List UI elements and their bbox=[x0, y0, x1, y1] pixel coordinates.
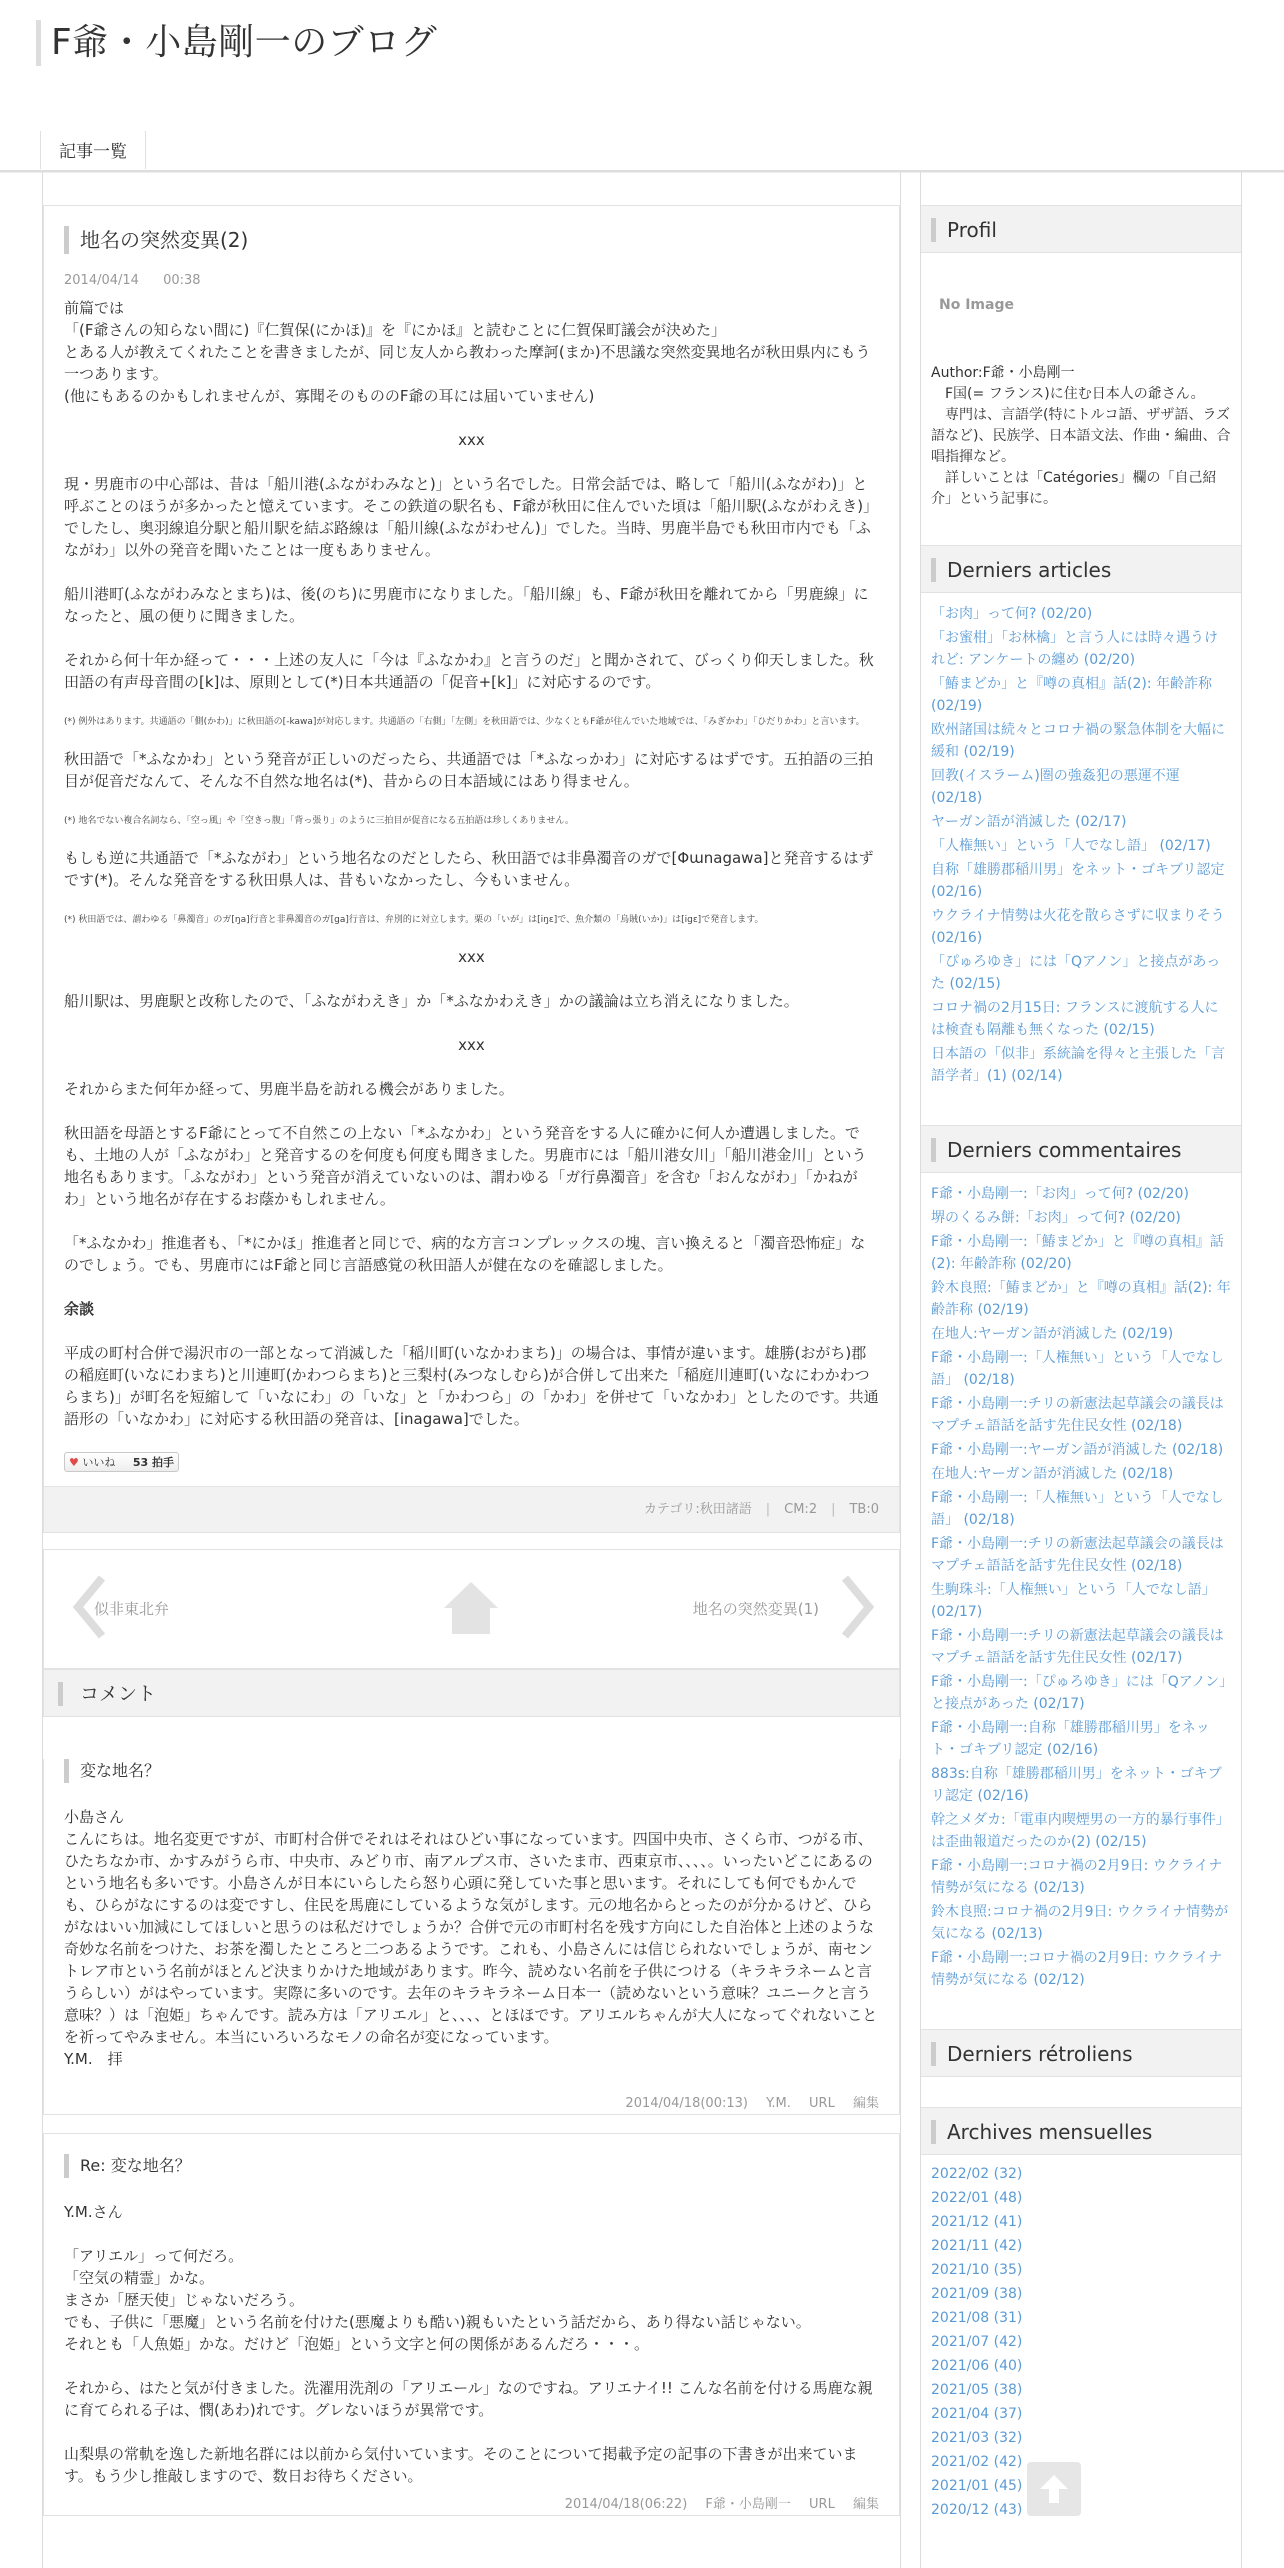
next-article-link[interactable]: 地名の突然変異(1) bbox=[692, 1600, 819, 1618]
recent-comments-block bbox=[921, 1125, 1241, 2003]
archive-month-link[interactable]: 2021/08 (31) bbox=[931, 2310, 1023, 2326]
recent-trackbacks-block bbox=[921, 2029, 1241, 2077]
comment bbox=[43, 1759, 900, 2115]
like-label: いいね bbox=[82, 1456, 116, 1469]
recent-comment-link[interactable]: F爺・小島剛一:チリの新憲法起草議会の議長はマプチェ語話を話す先住民女性 (02/18) bbox=[931, 1396, 1224, 1434]
recent-comment-link[interactable]: F爺・小島剛一:自称「雄勝郡稲川男」をネット・ゴキブリ認定 (02/16) bbox=[931, 1720, 1210, 1758]
archive-month-link[interactable]: 2021/12 (41) bbox=[931, 2214, 1023, 2230]
recent-article-link[interactable]: ヤーガン語が消滅した (02/17) bbox=[931, 814, 1127, 830]
recent-article-link[interactable]: 「ぴゅろゆき」には「Qアノン」と接点があった (02/15) bbox=[931, 954, 1221, 992]
recent-comment-link[interactable]: 鈴木良照:コロナ禍の2月9日: ウクライナ情勢が気になる (02/13) bbox=[931, 1904, 1229, 1942]
recent-comment-link[interactable]: F爺・小島剛一:チリの新憲法起草議会の議長はマプチェ語話を話す先住民女性 (02/18) bbox=[931, 1536, 1224, 1574]
recent-comment-link[interactable]: 883s:自称「雄勝郡稲川男」をネット・ゴキブリ認定 (02/16) bbox=[931, 1766, 1222, 1804]
recent-articles-header: Derniers articles bbox=[921, 545, 1241, 593]
nav-tab-article-list[interactable]: 記事一覧 bbox=[40, 131, 146, 169]
archive-month-link[interactable]: 2021/03 (32) bbox=[931, 2430, 1023, 2446]
archive-month-link[interactable]: 2021/10 (35) bbox=[931, 2262, 1023, 2278]
top-nav bbox=[40, 131, 1240, 169]
archive-month-link[interactable]: 2021/04 (37) bbox=[931, 2406, 1023, 2422]
comment-author: Y.M. bbox=[766, 2096, 791, 2111]
article-pager bbox=[43, 1549, 900, 1669]
archive-month-link[interactable]: 2022/01 (48) bbox=[931, 2190, 1023, 2206]
profile-block bbox=[921, 205, 1241, 519]
article-paragraph: それから何十年か経って・・・上述の友人に「今は『ふなかわ』と言うのだ」と聞かされて、びっくり仰天しました。秋田語の有声母音間の[k]は、原則として(*)日本共通語の「促音+[k]」に対応するのです。 bbox=[64, 651, 874, 691]
recent-article-link[interactable]: 欧州諸国は続々とコロナ禍の緊急体制を大幅に緩和 (02/19) bbox=[931, 722, 1225, 760]
comment-edit-link[interactable]: 編集 bbox=[852, 2096, 879, 2111]
article-category-link[interactable]: カテゴリ:秋田諸語 bbox=[643, 1502, 752, 1517]
article-paragraph: それからまた何年か経って、男鹿半島を訪れる機会がありました。 bbox=[64, 1080, 514, 1098]
article-footer: カテゴリ:秋田諸語 | CM:2 | TB:0 bbox=[44, 1486, 899, 1532]
archive-month-link[interactable]: 2021/05 (38) bbox=[931, 2382, 1023, 2398]
recent-comment-link[interactable]: F爺・小島剛一:チリの新憲法起草議会の議長はマプチェ語話を話す先住民女性 (02/17) bbox=[931, 1628, 1224, 1666]
comment-title: 変な地名？ bbox=[64, 1759, 879, 1783]
recent-comment-link[interactable]: 幹之メダカ:「電車内喫煙男の一方的暴行事件」は歪曲報道だったのか(2) (02/15) bbox=[931, 1812, 1230, 1850]
recent-comment-link[interactable]: F爺・小島剛一:「人権無い」という「人でなし語」 (02/18) bbox=[931, 1350, 1224, 1388]
article-paragraph: 前篇では 「(F爺さんの知らない間に)『仁賀保(にかほ)』を『にかほ』と読むことに仁賀保町議会が決めた」 とある人が教えてくれたことを書きましたが、同じ友人から教わった摩訶(まか)不思議な突然変異地名が秋田県内にもう一つあります。 (他にもあるのかもしれませんが、寡聞そのもののF爺の耳には届いていません) bbox=[64, 299, 871, 405]
comment-reply bbox=[43, 2133, 900, 2516]
heart-icon: ♥ bbox=[69, 1456, 79, 1469]
recent-article-link[interactable]: 回教(イスラーム)圏の強姦犯の悪運不運 (02/18) bbox=[931, 768, 1180, 806]
recent-article-link[interactable]: ウクライナ情勢は火花を散らさずに収まりそう (02/16) bbox=[931, 908, 1225, 946]
profile-text: Author:F爺・小島剛一 F国(= フランス)に住む日本人の爺さん。 専門は、言語学(特にトルコ語、ザザ語、ラズ語など)、民族学、日本語文法、作曲・編曲、合唱指揮など。 詳しいことは「Catégories」欄の「自己紹介」という記事に。 bbox=[931, 365, 1231, 507]
comment-url-link[interactable]: URL bbox=[809, 2497, 835, 2512]
comment-paragraph: 山梨県の常軌を逸した新地名群には以前から気付いています。そのことについて掲載予定の記事の下書きが出来ています。もう少し推敲しますので、数日お待ちください。 bbox=[64, 2445, 858, 2485]
nav-divider bbox=[0, 170, 1284, 173]
recent-comment-link[interactable]: 生駒珠斗:「人権無い」という「人でなし語」 (02/17) bbox=[931, 1582, 1216, 1620]
recent-comment-link[interactable]: F爺・小島剛一:ヤーガン語が消滅した (02/18) bbox=[931, 1442, 1224, 1458]
recent-comment-link[interactable]: 在地人:ヤーガン語が消滅した (02/18) bbox=[931, 1466, 1174, 1482]
archives-block bbox=[921, 2107, 1241, 2533]
comment-paragraph: 「アリエル」って何だろ。 「空気の精霊」かな。 まさか「歴天使」じゃないだろう。 でも、子供に「悪魔」という名前を付けた(悪魔よりも酷い)親もいたという話だから、あり得ない話じゃない。 それとも「人魚姫」かな。だけど「泡姫」という文字と何の関係があるんだろ・・・。 bbox=[64, 2247, 811, 2353]
prev-article-link[interactable]: 似非東北弁 bbox=[94, 1600, 170, 1618]
comment-body bbox=[64, 1806, 879, 2070]
article-date-day: 2014/04/14 bbox=[64, 273, 139, 288]
article-paragraph: 船川駅は、男鹿駅と改称したので、「ふながわえき」か「*ふなかわえき」かの議論は立ち消えになりました。 bbox=[64, 992, 799, 1010]
comment-footer bbox=[64, 2092, 879, 2114]
recent-comments-header: Derniers commentaires bbox=[921, 1125, 1241, 1173]
comment-date: 2014/04/18(06:22) bbox=[564, 2497, 688, 2512]
recent-article-link[interactable]: 「お蜜柑」「お林檎」と言う人には時々遇うけれど: アンケートの纏め (02/20) bbox=[931, 630, 1218, 668]
archive-month-link[interactable]: 2022/02 (32) bbox=[931, 2166, 1023, 2182]
comment-edit-link[interactable]: 編集 bbox=[852, 2497, 879, 2512]
main-column bbox=[43, 205, 900, 2516]
article-paragraph: xxx bbox=[458, 948, 485, 966]
recent-trackbacks-header: Derniers rétroliens bbox=[921, 2029, 1241, 2077]
comment-date: 2014/04/18(00:13) bbox=[625, 2096, 748, 2111]
comments-section-header bbox=[43, 1669, 900, 1717]
home-icon[interactable] bbox=[442, 1580, 500, 1636]
article-paragraph: 船川港町(ふながわみなとまち)は、後(のち)に男鹿市になりました。「船川線」も、F爺が秋田を離れてから「男鹿線」になったと、風の便りに聞きました。 bbox=[64, 585, 869, 625]
archives-list bbox=[921, 2155, 1241, 2533]
article-paragraph: 現・男鹿市の中心部は、昔は「船川港(ふながわみなと)」という名でした。日常会話では、略して「船川(ふながわ)」と呼ぶことのほうが多かったと憶えています。そこの鉄道の駅名も、F爺が秋田に住んでいた頃は「船川駅(ふながわえき)」でしたし、奥羽線追分駅と船川駅を結ぶ路線は「船川線(ふながわせん)」でした。当時、男鹿半島でも秋田市内でも「ふながわ」以外の発音を聞いたことは一度もありません。 bbox=[64, 475, 879, 559]
recent-articles-list bbox=[921, 593, 1241, 1099]
archive-month-link[interactable]: 2020/12 (43) bbox=[931, 2502, 1023, 2518]
archive-month-link[interactable]: 2021/07 (42) bbox=[931, 2334, 1023, 2350]
article-date-time: 00:38 bbox=[163, 273, 201, 288]
recent-comment-link[interactable]: 鈴木良照:「鰆まどか」と『噂の真相』話(2): 年齢詐称 (02/19) bbox=[931, 1280, 1231, 1318]
chevron-right-icon[interactable] bbox=[837, 1572, 877, 1642]
profile-image: No Image bbox=[939, 297, 1014, 313]
arrow-up-icon bbox=[1037, 2472, 1071, 2506]
comment-paragraph: それから、はたと気が付きました。洗濯用洗剤の「アリエール」なのですね。アリエナイ!! こんな名前を付ける馬鹿な親に育てられる子は、憫(あわ)れです。グレないほうが異常です。 bbox=[64, 2379, 873, 2419]
article-paragraph: 秋田語で「*ふなかわ」という発音が正しいのだったら、共通語では「*ふなっかわ」に対応するはずです。五拍語の三拍目が促音だなんて、そんな不自然な地名は(*)、昔からの日本語域にはあり得ません。 bbox=[64, 750, 874, 790]
recent-article-link[interactable]: 「人権無い」という「人でなし語」 (02/17) bbox=[931, 838, 1211, 854]
site-title[interactable]: F爺・小島剛一のブログ bbox=[36, 20, 437, 66]
comment-paragraph: 小島さん こんにちは。地名変更ですが、市町村合併でそれはそれはひどい事になっています。四国中央市、さくら市、つがる市、ひたちなか市、かすみがうら市、中央市、みどり市、南アルプス市、さいたま市、西東京市、、、、。いったいどこにあるのという地名も多いです。小島さんが日本にいらしたら怒り心頭に発していた事と思います。それにしても何でもかんでも、ひらがなにするのは変ですし、住民を馬鹿にしているような気がします。元の地名からとったのが分かるけど、ひらがなはいい加減にしてほしいと思うのは私だけでしょうか？合併で元の市町村名を残す方向にした自治体と上述のような奇妙な名前をつけた、お茶を濁したところと二つあるようです。これも、小島さんには信じられないでしょうが、南セントレア市という名前がほとんど決まりかけた地域があります。昨今、読めない名前を子供につける（キラキラネームと言うらしい）がはやっています。実際に多いのです。去年のキラキラネーム日本一（読めないという意味？ユニークと言う意味？）は「泡姫」ちゃんです。読み方は「アリエル」と、、、、とほほです。アリエルちゃんが大人になってぐれないことを祈ってやみません。本当にいろいろなモノの命名が変になっています。 Y.M. 拝 bbox=[64, 1808, 878, 2068]
comment-title: Re: 変な地名？ bbox=[64, 2154, 879, 2178]
article-paragraph: (*) 例外はあります。共通語の「側(かわ)」に秋田語の[-kawa]が対応します。共通語の「右側」「左側」を秋田語では、少なくともF爺が住んでいた地域では、「みぎかわ」「ひだりかわ」と言います。 bbox=[64, 717, 865, 727]
archive-month-link[interactable]: 2021/01 (45) bbox=[931, 2478, 1023, 2494]
comment-author: F爺・小島剛一 bbox=[705, 2497, 791, 2512]
article-trackback-count-link[interactable]: TB:0 bbox=[849, 1502, 879, 1517]
article-paragraph: 「*ふなかわ」推進者も、「*にかほ」推進者と同じで、病的な方言コンプレックスの塊、言い換えると「濁音恐怖症」なのでしょう。でも、男鹿市にはF爺と同じ言語感覚の秋田語人が健在なのを確認しました。 bbox=[64, 1234, 866, 1274]
recent-article-link[interactable]: 「鰆まどか」と『噂の真相』話(2): 年齢詐称 (02/19) bbox=[931, 676, 1212, 714]
article-paragraph: もしも逆に共通語で「*ふながわ」という地名なのだとしたら、秋田語では非鼻濁音のガで[Φɯnagawa]と発音するはずです(*)。そんな発音をする秋田県人は、昔もいなかったし、今もいません。 bbox=[64, 849, 874, 889]
recent-comment-link[interactable]: F爺・小島剛一:「鰆まどか」と『噂の真相』話(2): 年齢詐称 (02/20) bbox=[931, 1234, 1224, 1272]
comments-section-title: コメント bbox=[80, 1683, 157, 1705]
article bbox=[43, 205, 900, 1533]
comment-footer bbox=[64, 2493, 879, 2515]
main-right-border bbox=[900, 172, 901, 2568]
recent-article-link[interactable]: 日本語の「似非」系統論を得々と主張した「言語学者」(1) (02/14) bbox=[931, 1046, 1225, 1084]
scroll-to-top-button[interactable] bbox=[1027, 2462, 1081, 2516]
profile-header: Profil bbox=[921, 205, 1241, 253]
archive-month-link[interactable]: 2021/06 (40) bbox=[931, 2358, 1023, 2374]
recent-article-link[interactable]: コロナ禍の2月15日: フランスに渡航する人には検査も隔離も無くなった (02/15) bbox=[931, 1000, 1219, 1038]
article-body bbox=[64, 297, 879, 1430]
article-comment-count-link[interactable]: CM:2 bbox=[784, 1502, 818, 1517]
archive-month-link[interactable]: 2021/09 (38) bbox=[931, 2286, 1023, 2302]
recent-comment-link[interactable]: F爺・小島剛一:「お肉」って何? (02/20) bbox=[931, 1186, 1189, 1202]
article-paragraph: 余談 bbox=[64, 1300, 95, 1318]
recent-comment-link[interactable]: F爺・小島剛一:コロナ禍の2月9日: ウクライナ情勢が気になる (02/13) bbox=[931, 1858, 1223, 1896]
side-right-border bbox=[1241, 172, 1242, 2568]
archives-header: Archives mensuelles bbox=[921, 2107, 1241, 2155]
article-paragraph: xxx bbox=[458, 431, 485, 449]
recent-article-link[interactable]: 自称「雄勝郡稲川男」をネット・ゴキブリ認定 (02/16) bbox=[931, 862, 1225, 900]
comment-url-link[interactable]: URL bbox=[809, 2096, 835, 2111]
comment-paragraph: Y.M.さん bbox=[64, 2203, 123, 2221]
article-paragraph: (*) 地名でない複合名詞なら、「空っ風」や「空きっ腹」「背っ張り」のように三拍目が促音になる五拍語は珍しくありません。 bbox=[64, 816, 574, 826]
article-paragraph: 秋田語を母語とするF爺にとって不自然この上ない「*ふなかわ」という発音をする人に確かに何人か遭遇しました。でも、土地の人が「ふながわ」と発音するのを何度も何度も聞きました。男鹿市には「船川港女川」「船川港金川」という地名もあります。「ふながわ」という発音が消えていないのは、謂わゆる「ガ行鼻濁音」を含む「おんながわ」「かねがわ」という地名が存在するお蔭かもしれません。 bbox=[64, 1124, 867, 1208]
recent-comment-link[interactable]: 堺のくるみ餅:「お肉」って何? (02/20) bbox=[931, 1210, 1181, 1226]
article-paragraph: (*) 秋田語では、謂わゆる「鼻濁音」のガ[ŋa]行音と非鼻濁音のガ[ga]行音は、弁別的に対立します。栗の「いが」は[iŋɛ]で、魚介類の「烏賊(いか)」は[igɛ]で発音します。 bbox=[64, 915, 764, 925]
article-title[interactable]: 地名の突然変異(2) bbox=[64, 226, 879, 254]
sidebar bbox=[921, 205, 1241, 2559]
recent-comment-link[interactable]: F爺・小島剛一:「ぴゅろゆき」には「Qアノン」と接点があった (02/17) bbox=[931, 1674, 1227, 1712]
archive-month-link[interactable]: 2021/02 (42) bbox=[931, 2454, 1023, 2470]
recent-comment-link[interactable]: F爺・小島剛一:コロナ禍の2月9日: ウクライナ情勢が気になる (02/12) bbox=[931, 1950, 1223, 1988]
recent-articles-block bbox=[921, 545, 1241, 1099]
recent-comment-link[interactable]: 在地人:ヤーガン語が消滅した (02/19) bbox=[931, 1326, 1174, 1342]
comment-body bbox=[64, 2201, 879, 2487]
recent-comments-list bbox=[921, 1173, 1241, 2003]
article-date bbox=[64, 273, 879, 288]
like-count: 53 拍手 bbox=[132, 1456, 175, 1469]
article-paragraph: xxx bbox=[458, 1036, 485, 1054]
recent-comment-link[interactable]: F爺・小島剛一:「人権無い」という「人でなし語」 (02/18) bbox=[931, 1490, 1224, 1528]
article-paragraph: 平成の町村合併で湯沢市の一部となって消滅した「稲川町(いなかわまち)」の場合は、事情が違います。雄勝(おがち)郡の稲庭町(いなにわまち)と川連町(かわつらまち)と三梨村(みつなしむら)が合併して出来た「稲庭川連町(いなにわかわつらまち)」が町名を短縮して「いなにわ」の「いな」と「かわつら」の「かわ」を併せて「いなかわ」としたのです。共通語形の「いなかわ」に対応する秋田語の発音は、[inagawa]でした。 bbox=[64, 1344, 879, 1428]
like-button[interactable] bbox=[64, 1452, 179, 1472]
archive-month-link[interactable]: 2021/11 (42) bbox=[931, 2238, 1023, 2254]
recent-article-link[interactable]: 「お肉」って何? (02/20) bbox=[931, 606, 1093, 622]
